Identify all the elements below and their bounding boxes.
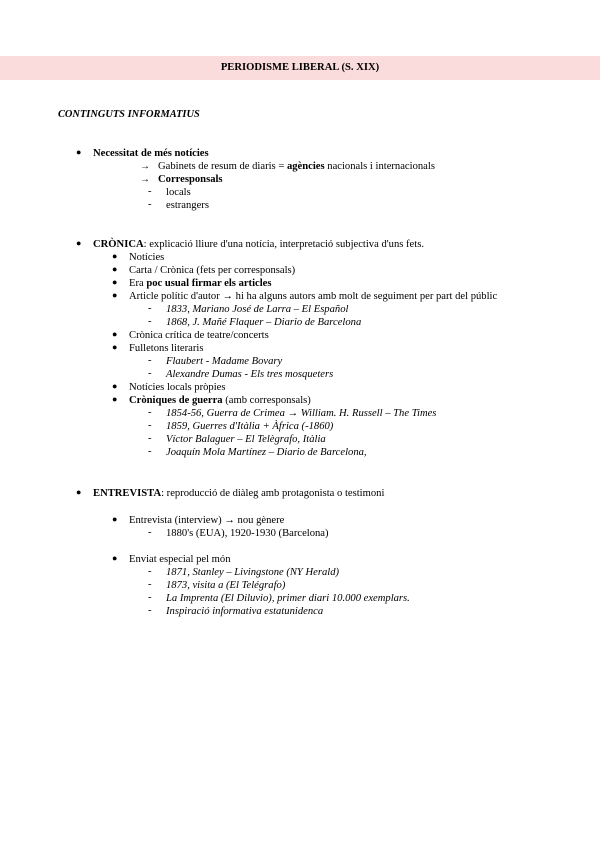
s2-item-guerra-bold: Cròniques de guerra [129, 395, 223, 406]
s2-item-guerra-post: (amb corresponsals) [222, 395, 311, 406]
arrow-icon: → [140, 174, 150, 185]
section-title: CONTINGUTS INFORMATIUS [58, 109, 200, 120]
bullet-icon: ● [112, 342, 118, 352]
s2-item-carta: Carta / Crònica (fets per corresponsals) [129, 265, 296, 276]
bullet-icon: ● [112, 277, 118, 287]
dash-icon: - [148, 592, 152, 603]
bullet-icon: ● [76, 487, 82, 497]
s3-item-entrevista: Entrevista (interview) → nou gènere [129, 515, 285, 526]
s3-subitem-dates: 1880's (EUA), 1920-1930 (Barcelona) [166, 528, 329, 539]
dash-icon: - [148, 420, 152, 431]
s3-subitem-stanley: 1871, Stanley – Livingstone (NY Herald) [166, 567, 340, 578]
dash-icon: - [148, 355, 152, 366]
s1-subitem-locals: locals [166, 187, 191, 198]
bullet-icon: ● [76, 147, 82, 157]
s1-item-agencies-pre: Gabinets de resum de diaris = [158, 161, 287, 172]
s1-item-agencies-post: nacionals i internacionals [324, 161, 435, 172]
s1-subitem-estrangers: estrangers [166, 200, 209, 211]
s2-subitem-italia: 1859, Guerres d'Itàlia + Àfrica (-1860) [166, 421, 334, 432]
dash-icon: - [148, 446, 152, 457]
dash-icon: - [148, 199, 152, 210]
s2-subitem-mola: Joaquín Mola Martínez – Diario de Barcelona, [166, 447, 367, 458]
s2-subitem-dumas: Alexandre Dumas - Els tres mosqueters [166, 369, 334, 380]
s1-title: Necessitat de més notícies [93, 148, 209, 159]
dash-icon: - [148, 303, 152, 314]
s1-item-agencies-bold: agències [286, 161, 325, 172]
dash-icon: - [148, 407, 152, 418]
s3-title-bold: ENTREVISTA [93, 488, 162, 499]
dash-icon: - [148, 433, 152, 444]
page-title: PERIODISME LIBERAL (S. XIX) [220, 62, 380, 73]
bullet-icon: ● [112, 251, 118, 261]
s3-subitem-imprenta: La Imprenta (El Diluvio), primer diari 10.000 exemplars. [166, 593, 410, 604]
header-banner [0, 56, 600, 80]
s2-title-bold: CRÒNICA [93, 239, 144, 250]
s3-item-enviat: Enviat especial pel món [129, 554, 231, 565]
bullet-icon: ● [112, 329, 118, 339]
s2-item-noticies: Notícies [129, 252, 165, 263]
bullet-icon: ● [112, 553, 118, 563]
bullet-icon: ● [76, 238, 82, 248]
s2-item-article: Article polític d'autor → hi ha alguns autors amb molt de seguiment per part del públic [129, 291, 498, 302]
s2-subitem-larra: 1833, Mariano José de Larra – El Español [166, 304, 349, 315]
dash-icon: - [148, 316, 152, 327]
s2-item-firmar-bold: poc usual firmar els articles [146, 278, 272, 289]
s3-subitem-visita: 1873, visita a (El Telégrafo) [166, 580, 286, 591]
bullet-icon: ● [112, 264, 118, 274]
s2-title [93, 238, 424, 251]
bullet-icon: ● [112, 381, 118, 391]
s2-item-fulletons: Fulletons literaris [129, 343, 204, 354]
bullet-icon: ● [112, 514, 118, 524]
s3-subitem-inspiracio: Inspiració informativa estatunidenca [166, 606, 324, 617]
bullet-icon: ● [112, 290, 118, 300]
s2-item-locals: Notícies locals pròpies [129, 382, 226, 393]
s3-title [93, 487, 384, 500]
dash-icon: - [148, 566, 152, 577]
dash-icon: - [148, 579, 152, 590]
s2-subitem-balaguer: Víctor Balaguer – El Telègrafo, Itàlia [166, 434, 326, 445]
s2-item-firmar-pre: Era [129, 278, 147, 289]
bullet-icon: ● [112, 394, 118, 404]
s1-item-corresponsals: Corresponsals [158, 174, 223, 185]
s2-item-guerra [129, 394, 311, 407]
s2-subitem-mane: 1868, J. Mañé Flaquer – Diario de Barcelona [166, 317, 362, 328]
s1-item-agencies [158, 160, 435, 173]
s2-title-rest: : explicació lliure d'una notícia, interpretació subjectiva d'uns fets. [143, 239, 424, 250]
s2-subitem-flaubert: Flaubert - Madame Bovary [166, 356, 283, 367]
s2-item-critica: Crònica crítica de teatre/concerts [129, 330, 269, 341]
dash-icon: - [148, 527, 152, 538]
dash-icon: - [148, 186, 152, 197]
s2-subitem-crimea: 1854-56, Guerra de Crimea → William. H. Russell – The Times [166, 408, 437, 419]
dash-icon: - [148, 605, 152, 616]
arrow-icon: → [140, 161, 150, 172]
dash-icon: - [148, 368, 152, 379]
s3-title-rest: : reproducció de diàleg amb protagonista o testimoni [161, 488, 385, 499]
s2-item-firmar [129, 277, 272, 290]
